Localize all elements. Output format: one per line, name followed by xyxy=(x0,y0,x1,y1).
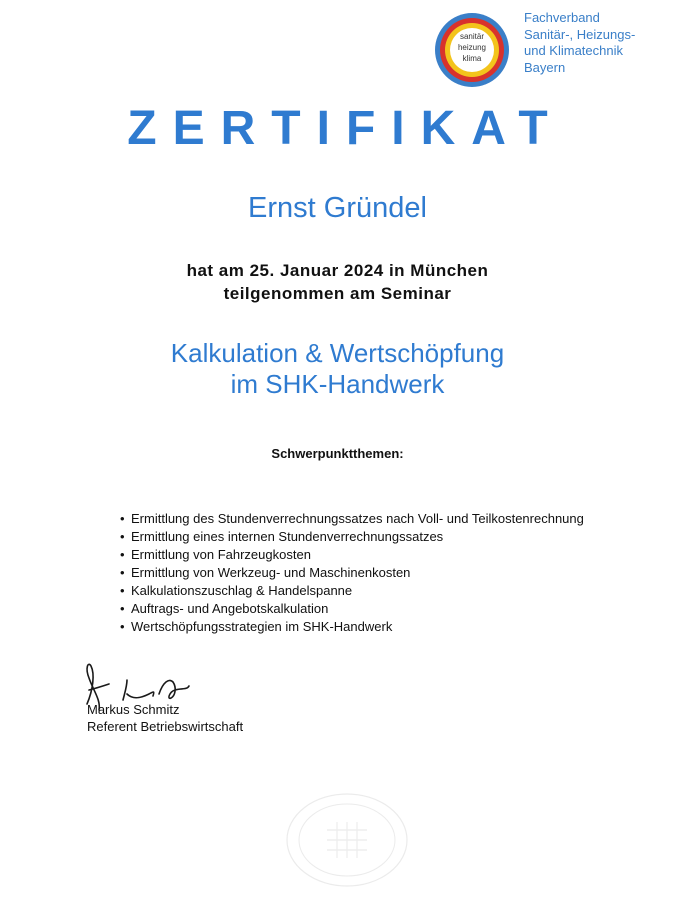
list-item: • Ermittlung eines internen Stundenverrechnungssatzes xyxy=(120,528,584,546)
organization-name xyxy=(524,10,635,76)
list-item: • Ermittlung von Fahrzeugkosten xyxy=(120,546,584,564)
signer-name: Markus Schmitz xyxy=(87,702,180,717)
list-item: • Kalkulationszuschlag & Handelspanne xyxy=(120,582,584,600)
list-item: • Wertschöpfungsstrategien im SHK-Handwerk xyxy=(120,618,584,636)
sanitaer-heizung-klima-logo-icon xyxy=(434,12,510,88)
organization-name-line: Fachverband xyxy=(524,10,600,25)
logo-text-line-1: sanitär xyxy=(459,32,485,41)
list-item: • Auftrags- und Angebotskalkulation xyxy=(120,600,584,618)
organization-name-line: und Klimatechnik xyxy=(524,43,623,58)
seminar-title xyxy=(0,338,675,400)
list-item: • Ermittlung von Werkzeug- und Maschinenkosten xyxy=(120,564,584,582)
organization-name-line: Sanitär-, Heizungs- xyxy=(524,26,636,42)
list-item: • Ermittlung des Stundenverrechnungssatzes nach Voll- und Teilkostenrechnung xyxy=(120,510,584,528)
recipient-name: Ernst Gründel xyxy=(248,192,427,224)
focus-topics-list xyxy=(120,510,584,636)
logo-text-line-2: heizung xyxy=(457,43,487,52)
organization-name-line: Bayern xyxy=(524,59,566,75)
logo-text-line-3: klima xyxy=(462,54,482,63)
signer-block xyxy=(87,702,243,735)
seminar-title-line-2: im SHK-Handwerk xyxy=(230,369,445,399)
seminar-title-line-1: Kalkulation & Wertschöpfung xyxy=(170,338,505,368)
focus-topics-heading: Schwerpunktthemen: xyxy=(271,446,404,461)
attendance-statement xyxy=(0,259,675,305)
attendance-line-seminar: teilgenommen am Seminar xyxy=(223,284,452,303)
attendance-line-date: hat am 25. Januar 2024 in München xyxy=(186,261,489,280)
certificate-title: ZERTIFIKAT xyxy=(127,102,564,155)
embossed-seal-icon xyxy=(282,790,412,890)
signer-role: Referent Betriebswirtschaft xyxy=(87,718,244,734)
